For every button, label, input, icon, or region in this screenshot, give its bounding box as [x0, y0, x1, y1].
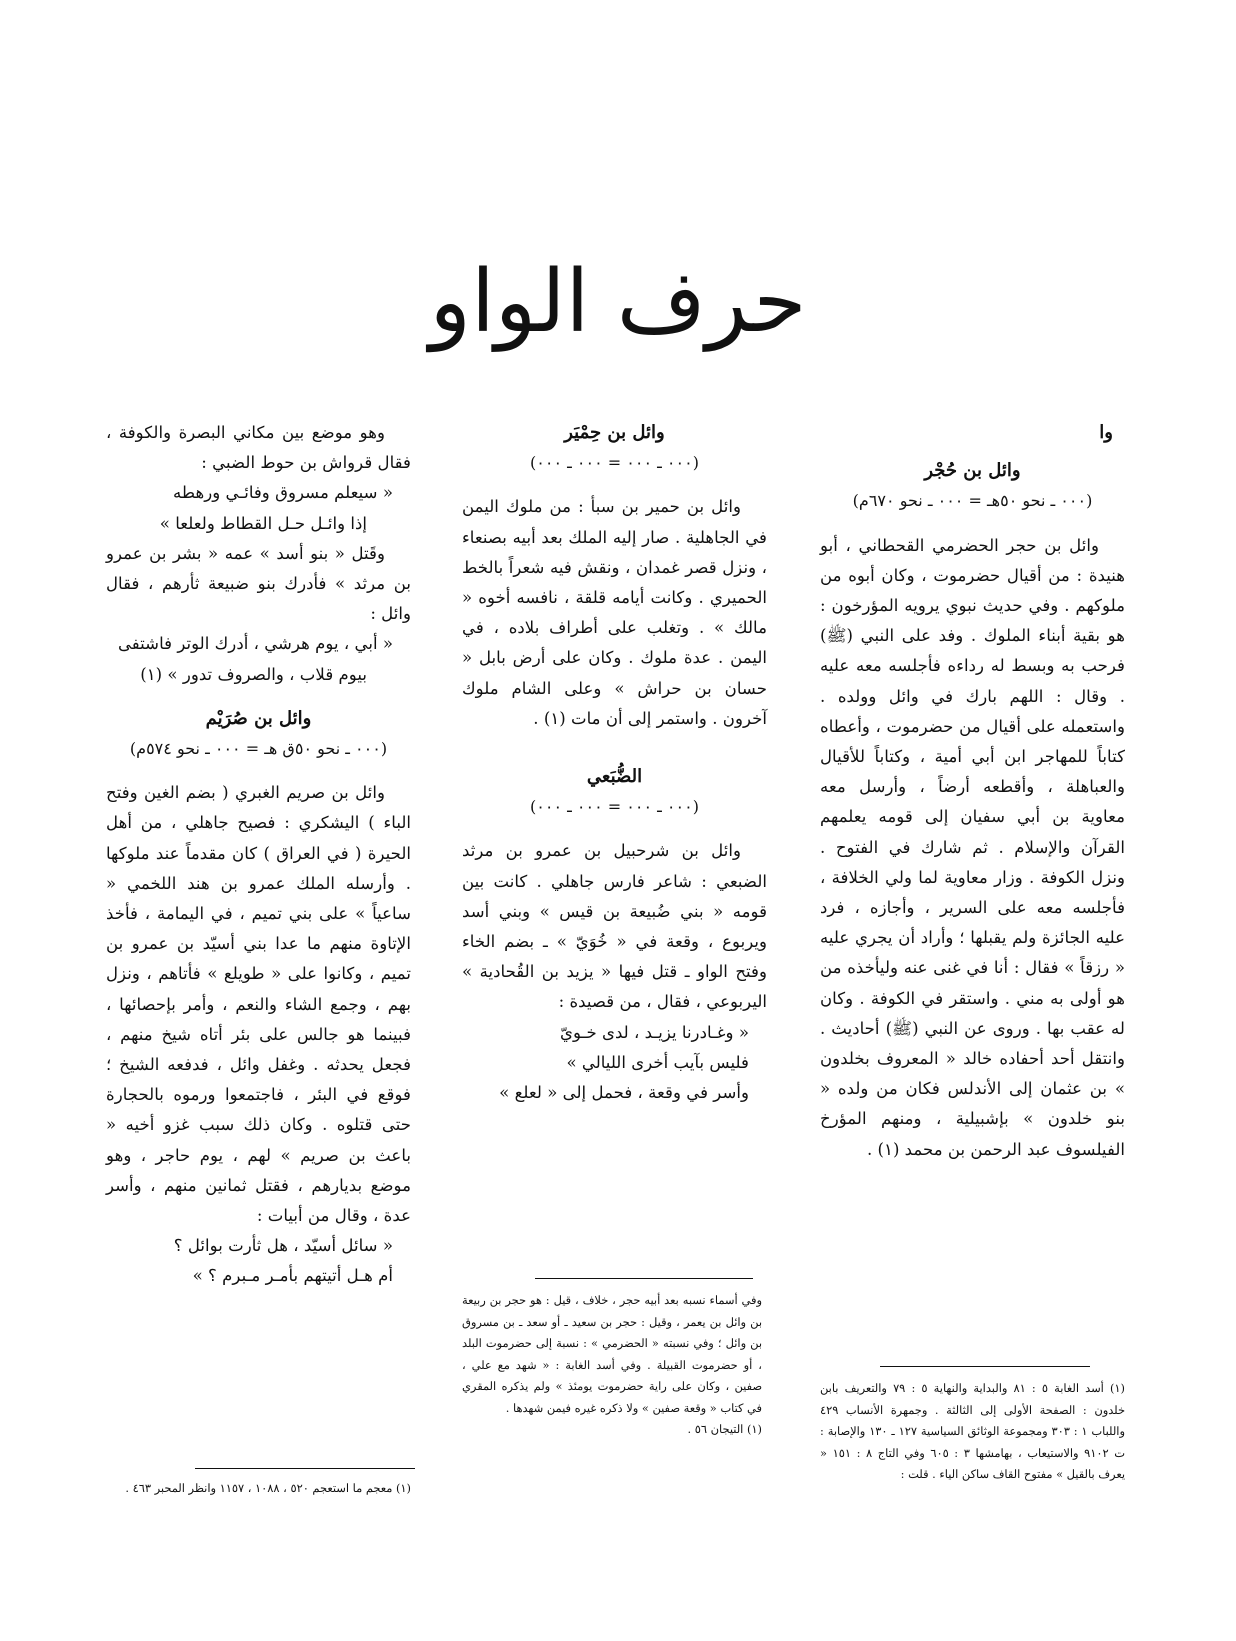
column-middle	[462, 418, 767, 1108]
entry-title-dubai: الضُّبَعي	[586, 766, 643, 788]
footnote-rule	[535, 1278, 753, 1279]
entry-dates-wail-himyar: (۰۰۰ ـ ۰۰۰ = ۰۰۰ ـ ۰۰۰)	[530, 453, 699, 473]
footnote-text: (١) معجم ما استعجم ٥٢٠ ، ١٠٨٨ ، ١١٥٧ وانظر المحبر ٤٦٣ .	[125, 1481, 411, 1495]
footnote-left	[106, 1478, 411, 1500]
footnote-middle	[462, 1290, 762, 1441]
entry-dates-wail-hujr: (۰۰۰ ـ نحو ٥٠هـ = ۰۰۰ ـ نحو ٦٧٠م)	[852, 491, 1093, 511]
footnote-rule	[195, 1468, 415, 1469]
footnote-right	[820, 1378, 1125, 1486]
verse-line: « سيعلم مسروق وفائـي ورهطه	[172, 483, 393, 503]
verse-line: أم هـل أتيتهم بأمـر مـبرم ؟ »	[192, 1266, 393, 1286]
entry-dates-wail-surim: (۰۰۰ ـ نحو ٥٠ق هـ = ۰۰۰ ـ نحو ٥٧٤م)	[129, 739, 388, 759]
verse-line: إذا وائـل حـل القطاط ولعلعا »	[159, 513, 367, 533]
footnote-text: (١) التيجان ٥٦ .	[687, 1422, 762, 1436]
entry-title-wail-himyar: وائل بن حِمْيَر	[564, 422, 665, 443]
entry-body-wail-hujr: وائل بن حجر الحضرمي القحطاني ، أبو هنيدة : من أقيال حضرموت ، وكان أبوه من ملوكهم . وفي حديث نبوي يرويه المؤرخون : هو بقية أبناء الملوك . وفد على النبي (ﷺ) فرحب به وبسط له رداءه فأجلسه معه عليه . وقال : اللهم بارك في وائل وولده . واستعمله على أقيال من حضرموت ، وأعطاه كتاباً للمهاجر ابن أبي أمية ، وكتاباً للأقيال والعباهلة ، وأقطعه أرضاً ، وأرسل معه معاوية بن أبي سفيان إلى قومه يعلمهم القرآن والإسلام . ثم شارك في الفتوح . ونزل الكوفة . وزار معاوية لما ولي الخلافة ، فأجلسه معه على السرير ، وأجازه ، فرد عليه الجائزة ولم يقبلها ؛ وأراد أن يجري عليه « رزقاً » فقال : أنا في غنى عنه وليأخذه من هو أولى به مني . واستقر في الكوفة . وكان له عقب بها . وروى عن النبي (ﷺ) أحاديث . وانتقل أحد أحفاده خالد « المعروف بخلدون » بن عثمان إلى الأندلس فكان من ولده « بنو خلدون » بإشبيلية ، ومنهم المؤرخ الفيلسوف عبد الرحمن بن محمد (١) .	[820, 535, 1125, 1159]
verse-line: فليس بآيب أخرى الليالي »	[566, 1052, 749, 1072]
verse-line: « أبي ، يوم هرشي ، أدرك الوتر فاشتفى	[117, 634, 393, 654]
verse-line: بيوم قلاب ، والصروف تدور » (١)	[140, 664, 367, 684]
entry-title-wail-hujr: وائل بن حُجْر	[924, 460, 1021, 482]
verse-line: « سائل أسيّد ، هل ثأرت بوائل ؟	[173, 1236, 393, 1256]
footnote-text: وفي أسماء نسبه بعد أبيه حجر ، خلاف ، قيل : هو حجر بن ربيعة بن وائل بن يعمر ، وقيل : حجر بن سعيد ـ أو سعد ـ بن مسروق بن وائل ؛ وفي نسبته « الحضرمي » : نسبة إلى حضرموت البلد ، أو حضرموت القبيلة . وفي أسد الغابة : « شهد مع علي ، صفين ، وكان على راية حضرموت يومئذ » ولم يذكره المقري في كتاب « وقعة صفين » ولا ذكره غيره فيمن شهدها .	[462, 1293, 762, 1415]
entry-body-dubai: وائل بن شرحبيل بن عمرو بن مرثد الضبعي : شاعر فارس جاهلي . كانت بين قومه « بني ضُبيعة بن قيس » وبني أسد ويربوع ، وقعة في « خُوَيّ » ـ بضم الخاء وفتح الواو ـ قتل فيها « يزيد بن القُحادية » اليربوعي ، فقال ، من قصيدة :	[462, 841, 767, 1012]
entry-body-wail-surim: وائل بن صريم الغبري ( بضم الغين وفتح الباء ) اليشكري : فصيح جاهلي ، من أهل الحيرة ( في العراق ) كان مقدماً عند ملوكها . وأرسله الملك عمرو بن هند اللخمي « ساعياً » على بني تميم ، في اليمامة ، فأخذ الإتاوة منهم ما عدا بني أسيّد بن عمرو بن تميم ، وكانوا على « طويلع » فأتاهم ، ونزل بهم ، وجمع الشاء والنعم ، وأمر بإحصائها ، فبينما هو جالس على بئر أتاه شيخ منهم ، فجعل يحدثه . وغفل وائل ، فدفعه الشيخ ؛ فوقع في البئر ، فاجتمعوا ورموه بالحجارة حتى قتلوه . وكان ذلك سبب غزو أخيه « باعث بن صريم » لهم ، يوم حاجر ، وهو موضع بديارهم ، فقتل ثمانين منهم ، وأسر عدة ، وقال من أبيات :	[106, 783, 411, 1226]
chapter-title: حرف الواو	[429, 252, 807, 352]
continuation-text: وهو موضع بين مكاني البصرة والكوفة ، فقال قرواش بن حوط الضبي :	[106, 423, 411, 473]
entry-body-wail-himyar: وائل بن حمير بن سبأ : من ملوك اليمن في الجاهلية . صار إليه الملك بعد أبيه بصنعاء ، ونزل قصر غمدان ، ونقش فيه شعراً بالخط الحميري . وكانت أيامه قلقة ، نافسه أخوه « مالك » . وتغلب على أطراف بلاده ، في اليمن . عدة ملوك . وكان على أرض بابل « حسان بن حراش » وعلى الشام ملوك آخرون . واستمر إلى أن مات (١) .	[462, 497, 767, 728]
entry-dates-dubai: (۰۰۰ ـ ۰۰۰ = ۰۰۰ ـ ۰۰۰)	[530, 797, 699, 817]
entry-title-wail-surim: وائل بن صُرَيْم	[205, 707, 312, 729]
continuation-text: وقَتل « بنو أسد » عمه « بشر بن عمرو بن مرثد » فأدرك بنو ضبيعة ثأرهم ، فقال وائل :	[106, 543, 411, 624]
column-left	[106, 418, 411, 1292]
letter-mark: وا	[1099, 422, 1113, 443]
column-right	[820, 418, 1125, 1165]
footnote-rule	[880, 1366, 1090, 1367]
entry-body-dubai-cont: وأسر في وقعة ، فحمل إلى « لعلع »	[499, 1083, 749, 1103]
footnote-text: (١) أسد الغابة ٥ : ٨١ والبداية والنهاية ٥ : ٧٩ والتعريف بابن خلدون : الصفحة الأولى إلى الثالثة . وجمهرة الأنساب ٤٢٩ واللباب ١ : ٣٠٣ ومجموعة الوثائق السياسية ١٢٧ ـ ١٣٠ والإصابة : ت ٩١٠٢ والاستيعاب ، بهامشها ٣ : ٦٠٥ وفي التاج ٨ : ١٥١ « يعرف بالقيل » مفتوح القاف ساكن الياء . قلت :	[820, 1381, 1125, 1481]
verse-line: « وغـادرنا يزيـد ، لدى خـويّ	[560, 1022, 749, 1042]
